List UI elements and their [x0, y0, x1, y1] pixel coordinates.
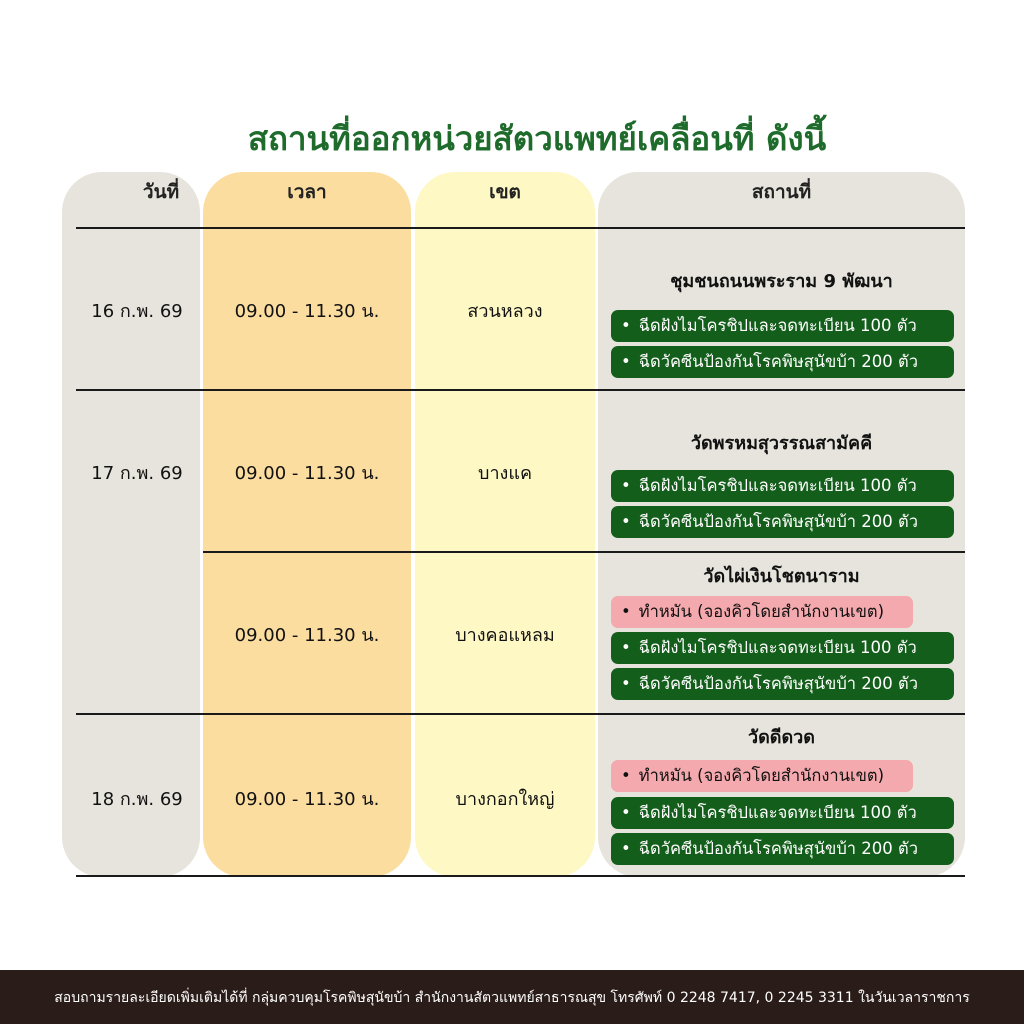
time-column-bg [203, 172, 411, 877]
header-divider [76, 227, 965, 229]
sterilization-pill: • ทำหมัน (จองคิวโดยสำนักงานเขต) [611, 596, 913, 628]
service-pill: • ฉีดฝังไมโครชิปและจดทะเบียน 100 ตัว [611, 797, 954, 829]
header-place: สถานที่ [751, 181, 812, 203]
date-column-bg [62, 172, 200, 877]
row-time: 09.00 - 11.30 น. [234, 463, 380, 484]
page-title: สถานที่ออกหน่วยสัตวแพทย์เคลื่อนที่ ดังนี้ [247, 119, 827, 158]
row-district: บางแค [478, 463, 532, 484]
table-bottom-rule [76, 875, 965, 877]
service-pill: • ฉีดวัคซีนป้องกันโรคพิษสุนัขบ้า 200 ตัว [611, 506, 954, 538]
row-time: 09.00 - 11.30 น. [234, 789, 380, 810]
row-place-name: ชุมชนถนนพระราม 9 พัฒนา [670, 271, 893, 292]
header-date: วันที่ [142, 181, 180, 203]
row-district: บางกอกใหญ่ [455, 789, 555, 810]
district-column-bg [415, 172, 595, 877]
row-time: 09.00 - 11.30 น. [234, 625, 380, 646]
row-divider [76, 713, 965, 715]
row-date: 17 ก.พ. 69 [91, 463, 183, 484]
service-pill: • ฉีดวัคซีนป้องกันโรคพิษสุนัขบ้า 200 ตัว [611, 346, 954, 378]
row-place-name: วัดไผ่เงินโชตนาราม [703, 566, 860, 587]
service-pill: • ฉีดฝังไมโครชิปและจดทะเบียน 100 ตัว [611, 632, 954, 664]
row-divider [76, 389, 965, 391]
service-pill: • ฉีดฝังไมโครชิปและจดทะเบียน 100 ตัว [611, 470, 954, 502]
header-district: เขต [489, 181, 521, 203]
row-place-name: วัดพรหมสุวรรณสามัคคี [690, 433, 873, 454]
row-date: 18 ก.พ. 69 [91, 789, 183, 810]
sterilization-pill: • ทำหมัน (จองคิวโดยสำนักงานเขต) [611, 760, 913, 792]
header-time: เวลา [287, 181, 327, 203]
row-date: 16 ก.พ. 69 [91, 301, 183, 322]
service-pill: • ฉีดฝังไมโครชิปและจดทะเบียน 100 ตัว [611, 310, 954, 342]
row-district: สวนหลวง [467, 301, 543, 322]
row-time: 09.00 - 11.30 น. [234, 301, 380, 322]
row-divider [203, 551, 965, 553]
service-pill: • ฉีดวัคซีนป้องกันโรคพิษสุนัขบ้า 200 ตัว [611, 833, 954, 865]
service-pill: • ฉีดวัคซีนป้องกันโรคพิษสุนัขบ้า 200 ตัว [611, 668, 954, 700]
row-district: บางคอแหลม [455, 625, 555, 646]
row-place-name: วัดดีดวด [748, 727, 815, 748]
footer-contact: สอบถามรายละเอียดเพิ่มเติมได้ที่ กลุ่มควบคุมโรคพิษสุนัขบ้า สำนักงานสัตวแพทย์สาธารณสุข โทรศัพท์ 0 2248 7417, 0 2245 3311 ในวันเวลาราชการ [0, 970, 1024, 1024]
